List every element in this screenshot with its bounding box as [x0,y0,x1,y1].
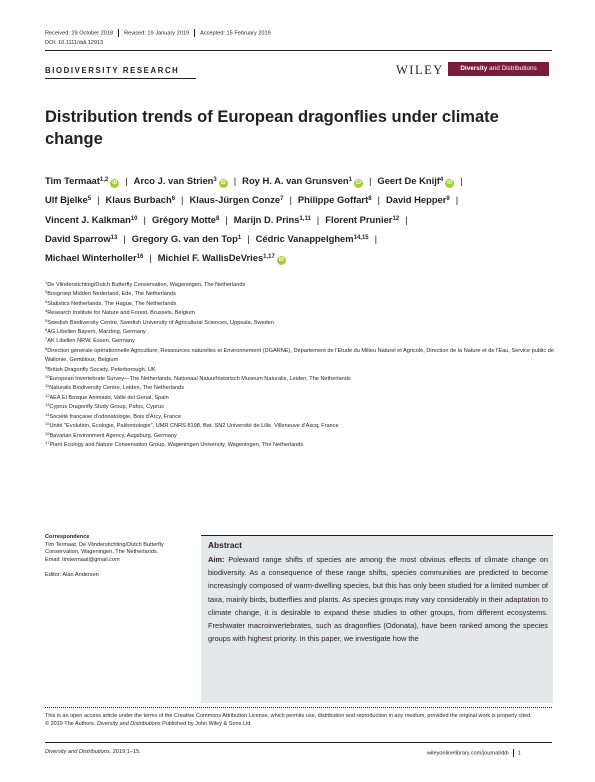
author[interactable] [45,233,117,244]
affiliation-text: Direction générale opérationnelle Agriculture, Ressources naturelles et Environnement (DGARNE), Département de l'Etude du Milieu Naturel et Agricole, Direction de la Nature et de l'Eau, Service public de Wallonie, Gembloux, Belgium [45,347,555,364]
author-affiliation-ref: 1 [348,177,352,183]
copyright-suffix: Published by John Wiley & Sons Ltd [160,720,251,727]
author-separator: | [377,194,380,206]
author-line [45,229,560,248]
affiliation-item [45,384,560,393]
author-affiliation-ref: 9 [446,196,450,203]
affiliation-number: 11 [45,383,50,389]
author-line [45,248,560,267]
orcid-icon[interactable]: iD [220,180,226,186]
affiliation-item [45,375,560,384]
author-separator: | [289,194,292,206]
author-name: Arco J. van Strien [133,175,214,186]
author-separator: | [125,175,128,186]
author-affiliation-ref: 4 [439,177,444,183]
author-affiliation-ref: 3 [213,177,217,183]
affiliation-item [45,300,560,309]
author-name: Klaus-Jürgen Conze [189,194,281,206]
author-affiliation-ref: 1,11 [299,215,311,222]
license-divider [45,707,552,708]
received-date: Received: 29 October 2018 [45,30,114,37]
author-name: Ulf Bjelke [45,194,88,206]
affiliation-text: AEA El Bosque Animado, Valle del Genal, Spain [49,394,169,401]
author[interactable] [132,233,241,244]
affiliation-number: 14 [45,411,50,417]
author[interactable] [298,194,372,205]
affiliation-number: 3 [45,298,48,304]
author-separator: | [455,194,459,206]
affiliation-text: Unité "Evolution, Ecologie, Paléontologie", UMR CNRS 8198, Bat. SN2 Université de Lille, Villeneuve d'Ascq, France [49,423,339,430]
author[interactable] [106,194,176,205]
editor-credit: Editor: Alan Andersen [45,571,99,578]
author-separator: | [374,232,378,244]
author-separator: | [123,232,126,244]
author-name: Geert De Knijf [377,175,440,186]
section-underline [45,78,196,79]
author-name: Gregory G. van den Top [131,232,238,244]
copyright-prefix: © 2019 The Authors. [45,720,97,727]
affiliation-item [45,441,560,450]
author[interactable] [134,175,228,186]
affiliation-text: Naturalis Biodiversity Centre, Leiden, The Netherlands [49,385,184,392]
author-list [45,171,560,267]
affiliation-item [45,366,560,375]
author[interactable] [45,175,119,186]
author-affiliation-ref: 1 [237,234,242,241]
abstract-aim-label: Aim: [208,555,225,564]
doi[interactable]: DOI: 10.1111/ddi.12913 [45,40,104,46]
affiliation-number: 1 [45,280,48,285]
footer-rule [45,742,552,743]
author-name: David Hepper [385,194,447,206]
correspondence-block [45,534,190,580]
article-dates [45,29,271,37]
abstract-box [201,535,553,703]
affiliation-item [45,347,560,366]
footer-right [427,749,521,757]
affiliation-text: Swedish Biodiversity Centre, Swedish University of Agricultural Sciences, Uppsala, Sweden [47,319,274,326]
author-separator: | [316,213,320,225]
affiliation-item [45,281,560,290]
affiliation-text: De Vlinderstichting/Dutch Butterfly Conservation, Wageningen, The Netherlands [47,282,246,288]
copyright-line [45,721,555,729]
affiliation-number: 16 [45,430,50,436]
affiliation-number: 4 [45,308,48,314]
journal-badge-bold: Diversity [460,65,488,72]
affiliation-item [45,422,560,431]
affiliation-item [45,337,560,346]
author[interactable] [189,194,283,205]
orcid-icon[interactable]: iD [355,180,361,186]
affiliation-item [45,309,560,318]
author-separator: | [368,175,372,186]
affiliation-number: 13 [45,402,50,408]
author-affiliation-ref: 12 [392,215,400,222]
section-label: BIODIVERSITY RESEARCH [45,66,180,75]
author-affiliation-ref: 1,2 [99,177,109,183]
author-line [45,190,560,209]
orcid-icon[interactable]: iD [447,180,453,186]
affiliation-text: European Invertebrate Survey—The Netherlands, Nationaal Natuurhistorisch Museum Naturalis, Leiden, The Netherlands [49,376,351,383]
author-name: Michiel F. WallisDeVries [157,252,264,264]
affiliation-text: AG Libellen Bayern, Marzling, Germany [47,329,146,336]
author-separator: | [233,175,237,186]
affiliation-number: 12 [45,392,50,398]
author[interactable] [377,175,454,186]
author-separator: | [181,194,184,206]
abstract-text [208,553,548,645]
author-line [45,171,560,190]
affiliation-number: 15 [45,421,50,427]
orcid-icon[interactable]: iD [112,180,118,186]
affiliation-item [45,403,560,412]
author-name: Marijn D. Prins [233,213,300,225]
author[interactable] [158,252,286,263]
author-affiliation-ref: 1,17 [263,254,275,261]
journal-url[interactable]: wileyonlinelibrary.com/journal/ddi [427,750,509,757]
author-affiliation-ref: 8 [216,215,220,222]
author[interactable] [45,252,143,263]
publisher-logo: WILEY [396,63,444,77]
author-separator: | [405,213,408,225]
author-name: Roy H. A. van Grunsven [242,175,349,186]
correspondence-heading: Correspondence [45,534,90,540]
license-text: This is an open access article under the terms of the Creative Commons Attribution License, which permits use, distribution and reproduction in any medium, provided the original work is properly cited. [45,713,532,719]
affiliation-item [45,290,560,299]
author[interactable] [242,175,363,186]
affiliation-number: 2 [45,289,48,295]
author-affiliation-ref: 5 [87,196,92,203]
footer-citation [45,749,141,755]
affiliation-text: Cyprus Dragonfly Study Group, Pafos, Cyprus [49,404,164,411]
journal-badge [448,62,549,76]
author[interactable] [256,233,369,244]
author-affiliation-ref: 14,15 [353,234,369,241]
affiliation-number: 9 [45,364,48,370]
author-name: Cédric Vanappelghem [255,232,354,244]
author[interactable] [45,194,91,205]
author-separator: | [149,252,152,264]
author-separator: | [97,194,100,206]
author-name: David Sparrow [45,232,111,244]
author[interactable] [234,214,311,225]
affiliation-item [45,328,560,337]
author-affiliation-ref: 16 [136,254,144,261]
author-affiliation-ref: 7 [280,196,284,203]
footer-journal: Diversity and Distributions [45,749,110,755]
footer-year-pages: . 2019;1–15. [109,749,141,755]
author[interactable] [45,214,138,225]
author-name: Florent Prunier [325,213,393,225]
header-rule [45,50,552,51]
author-separator: | [143,213,146,225]
author-separator: | [225,213,228,225]
page-number: 1 [517,750,521,757]
affiliation-number: 5 [45,317,48,323]
license-notice [45,713,555,728]
abstract-body: Poleward range shifts of species are among the most obvious effects of climate change on biodiversity. As a consequence of these range shifts, species communities are predicted to become increasingly composed of warm-dwelling species, but this has only been studied for a limited number of taxa, mainly birds, butterflies and plants. As species groups may vary considerably in their adaptation to climate change, it is desirable to expand these studies to other groups, from different ecosystems. Freshwater macroinvertebrates, such as dragonflies (Odonata), have been ranked among the species groups with highest priority. In this paper, we investigate how the [208,555,548,644]
journal-badge-rest: and Distributions [487,65,537,72]
revised-date: Revised: 19 January 2019 [124,30,190,37]
author-affiliation-ref: 6 [171,196,176,203]
author-name: Vincent J. Kalkman [45,213,131,225]
accepted-date: Accepted: 15 February 2019 [200,30,271,37]
author[interactable] [152,214,219,225]
correspondence-email[interactable]: Email: timtermaat@gmail.com [45,556,120,563]
author-separator: | [247,232,250,244]
affiliation-number: 17 [45,439,50,445]
affiliation-text: Plant Ecology and Nature Conservation Group, Wageningen University, Wageningen, The Netherlands [49,441,304,448]
affiliation-list [45,281,560,450]
author-name: Tim Termaat [45,175,100,186]
copyright-journal: Diversity and Distributions [96,720,161,727]
affiliation-number: 6 [45,327,48,333]
author[interactable] [386,194,450,205]
affiliation-item [45,394,560,403]
affiliation-item [45,413,560,422]
author-line [45,210,560,229]
author[interactable] [325,214,399,225]
author-name: Michael Winterholler [45,252,137,264]
affiliation-item [45,432,560,441]
affiliation-number: 8 [45,345,48,351]
abstract-heading: Abstract [208,540,242,550]
affiliation-text: Bavarian Environment Agency, Augsburg, Germany [49,432,177,439]
author-affiliation-ref: 10 [130,215,138,222]
author-affiliation-ref: 13 [110,234,118,241]
affiliation-text: Bosgroep Midden Nederland, Ede, The Netherlands [47,291,176,298]
affiliation-text: Research Institute for Nature and Forest, Brussels, Belgium [47,310,195,317]
article-title: Distribution trends of European dragonflies under climate change [45,108,499,148]
affiliation-text: British Dragonfly Society, Peterborough, UK [47,366,156,373]
affiliation-text: AK Libellen NRW, Essen, Germany [47,338,135,345]
affiliation-item [45,319,560,328]
correspondence-body: Tim Termaat, De Vlinderstichting/Dutch Butterfly Conservation, Wageningen, The Netherlands. [45,541,164,556]
author-name: Klaus Burbach [105,194,172,206]
author-name: Grégory Motte [151,213,217,225]
affiliation-number: 10 [45,374,50,380]
author-affiliation-ref: 8 [368,196,372,203]
orcid-icon[interactable]: iD [278,257,284,264]
affiliation-text: Statistics Netherlands, The Hague, The Netherlands [47,300,177,307]
author-name: Philippe Goffart [297,194,369,206]
author-separator: | [460,175,463,186]
affiliation-text: Société française d'odonatologie, Bois d'Arcy, France [49,413,182,420]
affiliation-number: 7 [45,336,48,342]
